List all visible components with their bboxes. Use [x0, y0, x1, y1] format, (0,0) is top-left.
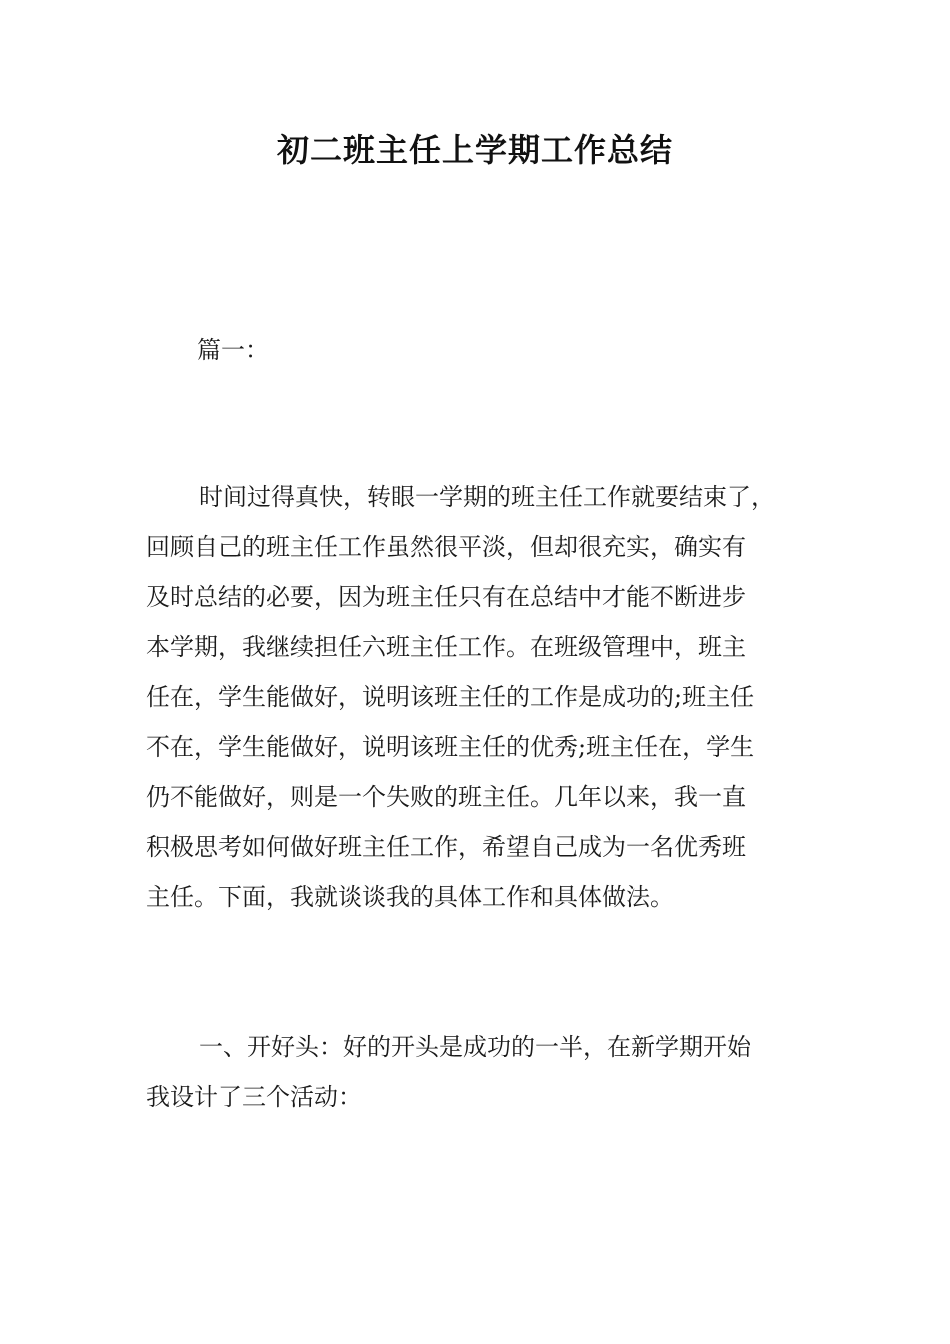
document-title: 初二班主任上学期工作总结 [276, 131, 673, 169]
paragraph-line: 我设计了三个活动： [146, 1083, 362, 1111]
paragraph-line: 积极思考如何做好班主任工作，希望自己成为一名优秀班 [146, 833, 746, 861]
paragraph-line: 一、开好头：好的开头是成功的一半，在新学期开始 [199, 1033, 751, 1061]
paragraph-line: 主任。下面，我就谈谈我的具体工作和具体做法。 [146, 883, 674, 911]
paragraph-line: 不在，学生能做好，说明该班主任的优秀;班主任在，学生 [146, 733, 755, 761]
paragraph-line: 回顾自己的班主任工作虽然很平淡，但却很充实，确实有 [146, 533, 746, 561]
section-label: 篇一： [197, 336, 269, 364]
paragraph-line: 本学期，我继续担任六班主任工作。在班级管理中，班主 [146, 633, 746, 661]
paragraph-line: 时间过得真快，转眼一学期的班主任工作就要结束了， [199, 483, 775, 511]
paragraph-line: 及时总结的必要，因为班主任只有在总结中才能不断进步 [146, 583, 746, 611]
paragraph-line: 任在，学生能做好，说明该班主任的工作是成功的;班主任 [146, 683, 755, 711]
body-paragraph-2 [146, 1022, 816, 1122]
body-paragraph-1 [146, 472, 816, 922]
paragraph-line: 仍不能做好，则是一个失败的班主任。几年以来，我一直 [146, 783, 746, 811]
